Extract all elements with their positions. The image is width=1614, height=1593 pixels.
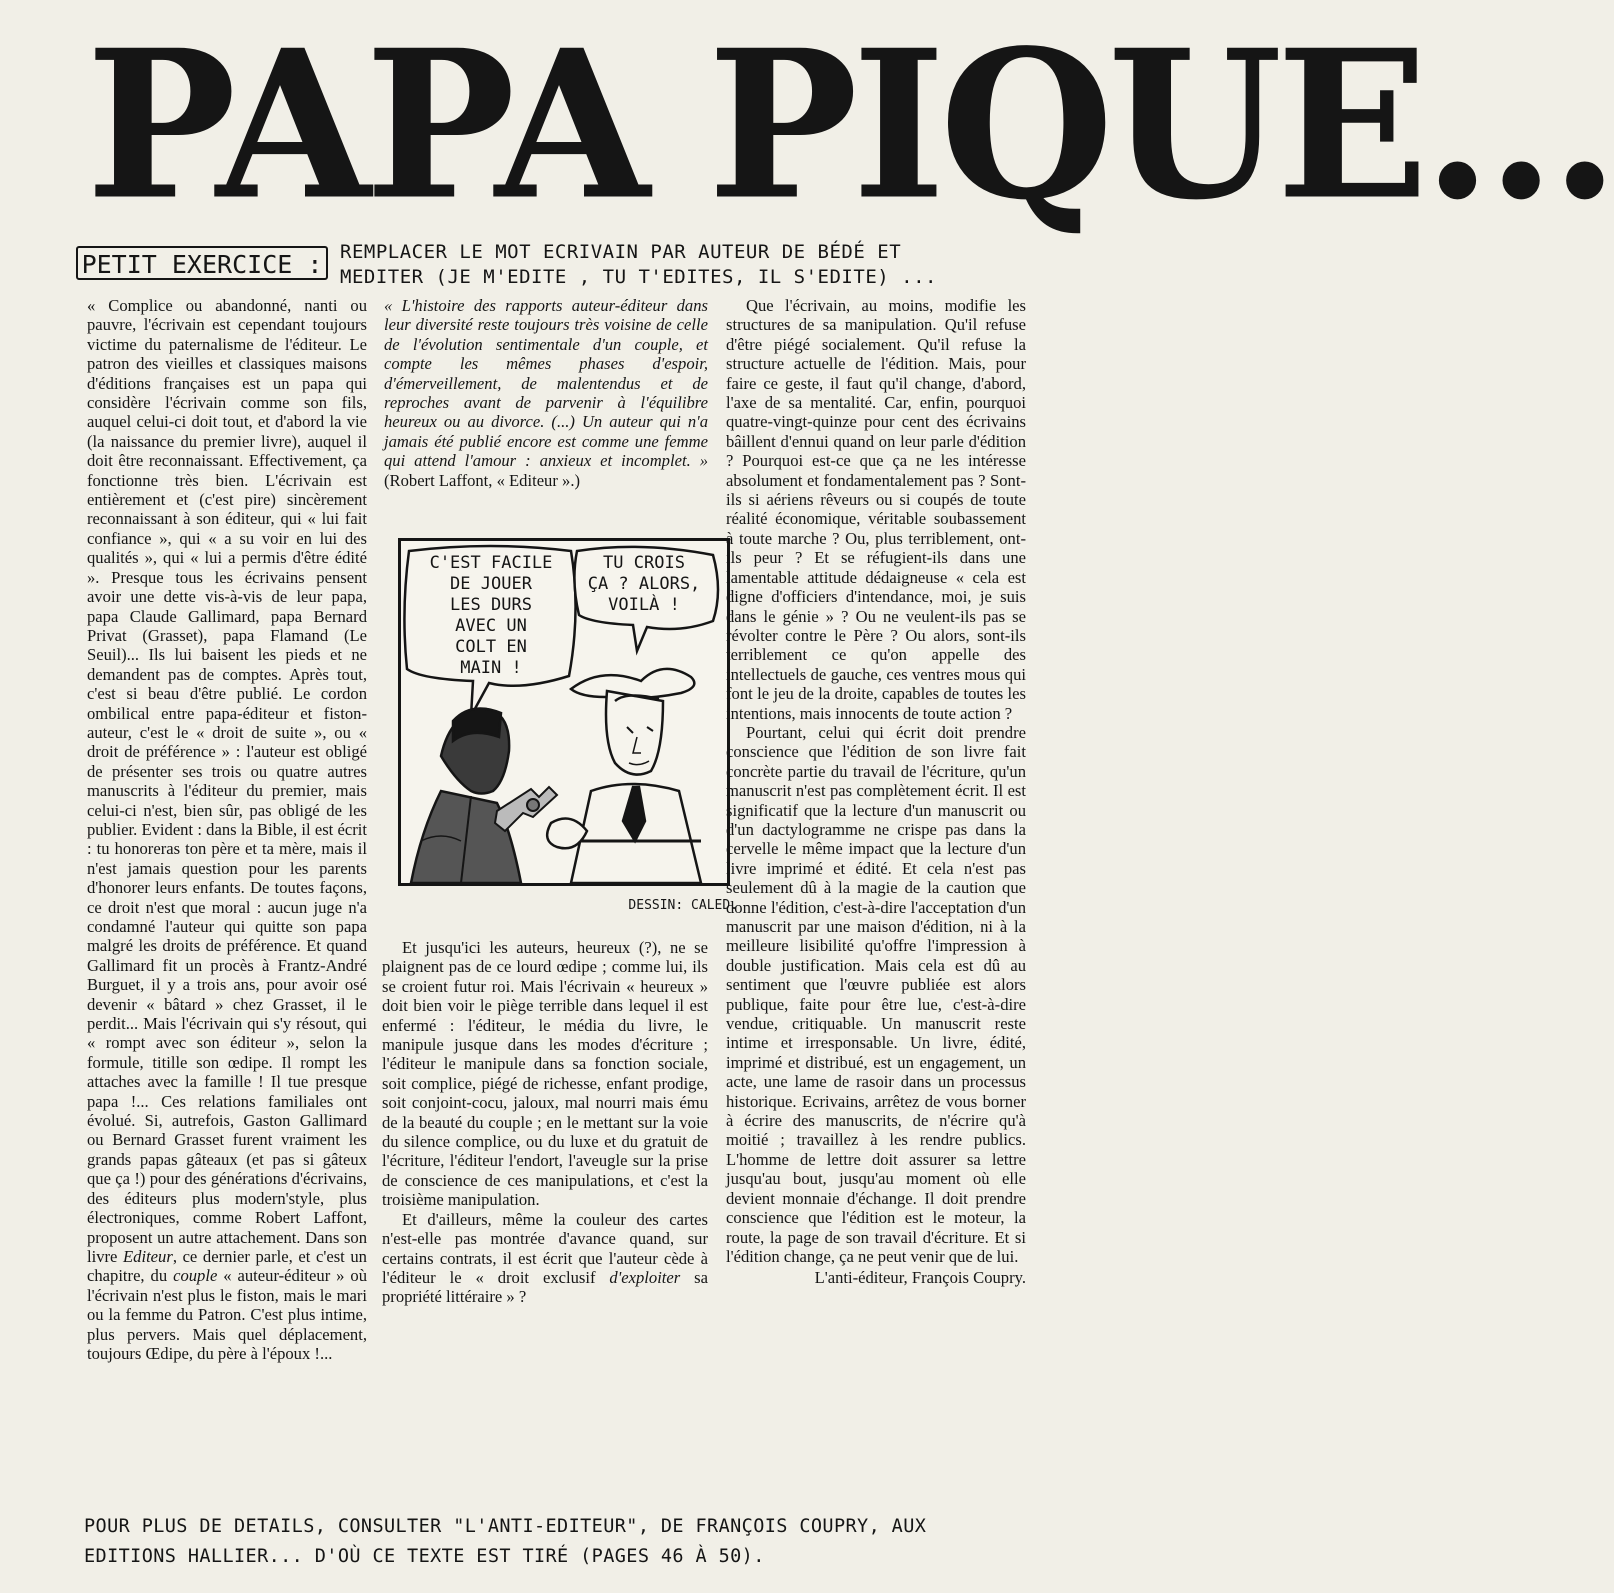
paragraph-text: « auteur-éditeur » où l'écrivain n'est plus le fiston, mais le mari ou la femme du Patron. C'est plus intime, plus pervers. Mais quel déplacement, toujours Œdipe, du père à l'époux !... <box>87 1266 368 1363</box>
article-column-3 <box>726 296 1026 1506</box>
paragraph-text: Et d'ailleurs, même la couleur des cartes n'est-elle pas montrée d'avance quand, sur certains contrats, il est écrit que l'auteur cède à l'éditeur le « droit exclusif <box>382 1209 708 1287</box>
right-character <box>547 669 701 883</box>
quote-source: (Robert Laffont, « Editeur ».) <box>384 470 580 490</box>
article-column-1 <box>87 296 367 1566</box>
paragraph <box>87 296 367 1363</box>
footer-line-2: EDITIONS HALLIER... D'OÙ CE TEXTE EST TIRÉ (PAGES 46 À 50). <box>84 1546 765 1567</box>
quote-text: « L'histoire des rapports auteur-éditeur dans leur diversité reste toujours très voisine de celle de l'évolution sentimentale d'un couple, et compte les mêmes phases d'espoir, d'émerveillement, de malentendus et de reproches avant de parvenir à l'équilibre heureux ou au divorce. (...) Un auteur qui n'a jamais été publié encore est comme une femme qui attend l'amour : anxieux et incomplet. » <box>384 296 708 471</box>
exercise-label: PETIT EXERCICE : <box>76 246 328 280</box>
left-character <box>411 709 521 884</box>
drawing-credit: DESSIN: CALED. <box>628 898 738 913</box>
speech-bubble-left-text: C'EST FACILE DE JOUER LES DURS AVEC UN COLT EN MAIN ! <box>429 553 553 678</box>
article-column-2-quote <box>384 296 708 526</box>
page-title: PAPA PIQUE... <box>86 5 1614 246</box>
article-column-2 <box>382 938 708 1488</box>
exercise-line-1: REMPLACER LE MOT ECRIVAIN PAR AUTEUR DE BÉDÉ ET <box>340 241 902 263</box>
signature: L'anti-éditeur, François Coupry. <box>814 1268 1026 1288</box>
revolver <box>495 787 557 831</box>
emphasis: couple <box>173 1266 218 1286</box>
exercise-instruction <box>340 240 1060 290</box>
paragraph: Pourtant, celui qui écrit doit prendre conscience que l'édition de son livre fait concrète partie du travail de l'écriture, qu'un manuscrit n'est pas complètement écrit. Il est significatif que la lecture d'un manuscrit ou d'un dactylogramme ne crispe pas dans la cervelle le même impact que la lecture d'un livre imprimé et édité. Et cela n'est pas seulement dû à la magie de la caution que donne l'édition, c'est-à-dire l'acceptation d'un manuscrit par une maison d'édition, ni à la meilleure lisibilité qu'offre l'impression à double justification. Mais cela est dû au sentiment que l'œuvre publiée est alors publique, faite pour être lue, c'est-à-dire vendue, critiquable. Un manuscrit reste intime et irresponsable. Un livre, édité, imprimé et distribué, est un engagement, un acte, une lame de rasoir dans un processus historique. Ecrivains, arrêtez de vous borner à écrire des manuscrits, de n'écrire qu'à moitié ; travaillez à les rendre publics. L'homme de lettre doit assurer sa lettre jusqu'au bout, jusqu'au moment où elle devient monnaie d'échange. Il doit prendre conscience que l'édition est le moteur, la route, la page de son travail d'écriture. Et si l'édition change, ça ne peut venir que de lui. <box>726 722 1026 1266</box>
book-title: Editeur <box>123 1246 173 1266</box>
footer-line-1: POUR PLUS DE DETAILS, CONSULTER "L'ANTI-EDITEUR", DE FRANÇOIS COUPRY, AUX <box>84 1516 927 1537</box>
paragraph <box>382 1210 708 1307</box>
comic-panel <box>398 538 730 886</box>
speech-bubble-right-text: TU CROIS ÇA ? ALORS, VOILÀ ! <box>587 553 701 615</box>
paragraph-text: sa propriété littéraire » ? <box>382 1267 708 1307</box>
paragraph: Et jusqu'ici les auteurs, heureux (?), ne se plaignent pas de ce lourd œdipe ; comme lui, ils se croient futur roi. Mais l'écrivain « heureux » doit bien voir le piège terrible dans lequel il est enfermé : l'éditeur, le média du livre, le manipule jusque dans les modes d'écriture ; l'éditeur le manipule dans sa fonction sociale, soit complice, piégé de richesse, enfant prodige, soit conjoint-cocu, jaloux, mal nourri mais ému de la beauté du couple ; en le mettant sur la voie du silence complice, ou du luxe et du gratuit de l'écriture, l'éditeur l'endort, l'aveugle sur la prise de conscience de ces manipulations, et c'est la troisième manipulation. <box>382 938 708 1210</box>
emphasis: d'exploiter <box>609 1267 681 1287</box>
paragraph-text: « Complice ou abandonné, nanti ou pauvre, l'écrivain est cependant toujours victime du paternalisme de l'éditeur. Le patron des vieilles et classiques maisons d'éditions françaises est un papa qui considère l'écrivain comme son fils, auquel celui-ci doit tout, et d'abord la vie (la naissance du premier livre), auquel il doit être reconnaissant. Effectivement, ça fonctionne très bien. L'écrivain est entièrement et (c'est pire) sincèrement reconnaissant à son éditeur, qui « lui fait confiance », qui « a su voir en lui des qualités », qui « lui a permis d'être édité ». Presque tous les écrivains pensent avoir une dette vis-à-vis de leur papa, papa Claude Gallimard, papa Bernard Privat (Grasset), papa Flamand (Le Seuil)... Ils lui baisent les pieds et ne demandent pas de comptes. Après tout, c'est si beau d'être publié. Le cordon ombilical entre papa-éditeur et fiston-auteur, c'est le « droit de suite », ou « droit de préférence » : l'auteur est obligé de présenter ses trois ou quatre autres manuscrits à l'éditeur du premier, mais celui-ci n'est, bien sûr, pas obligé de les publier. Evident : dans la Bible, il est écrit : tu honoreras ton père et ta mère, mais il n'est jamais question pour les parents d'honorer leurs enfants. De toutes façons, ce droit n'est que moral : aucun juge n'a condamné l'auteur qui quitte son papa malgré les droits de préférence. Et quand Gallimard fit un procès à Frantz-André Burguet, il y a trois ans, pour avoir osé devenir « bâtard » chez Grasset, il le perdit... Mais l'écrivain qui s'y résout, qui « rompt avec son éditeur », selon la formule, titille son œdipe. Il rompt les attaches avec la famille ! Il tue presque papa !... Ces relations familiales ont évolué. Si, autrefois, Gaston Gallimard ou Bernard Grasset furent vraiment les grands papas gâteaux (et pas si gâteux que ça !) pour des générations d'écrivains, des éditeurs plus modern'style, plus électroniques, comme Robert Laffont, proposent un autre attachement. Dans son livre <box>87 296 367 1266</box>
quote-paragraph <box>384 296 708 490</box>
footer-note <box>84 1512 1054 1582</box>
exercise-line-2: MEDITER (JE M'EDITE , TU T'EDITES, IL S'EDITE) ... <box>340 266 937 288</box>
paragraph-text: , ce dernier parle, et c'est un chapitre, du <box>87 1246 367 1286</box>
paragraph: Que l'écrivain, au moins, modifie les structures de sa manipulation. Qu'il refuse d'être piégé socialement. Qu'il refuse la structure actuelle de l'édition. Mais, pour faire ce geste, il faut qu'il change, d'abord, l'axe de sa mentalité. Car, enfin, pourquoi quatre-vingt-quinze pour cent des écrivains bâillent d'ennui quand on leur parle d'édition ? Pourquoi est-ce que ça ne les intéresse absolument et fondamentalement pas ? Sont-ils si aériens rêveurs ou si coupés de toute réalité économique, véritable soubassement à toute marche ? Ou, plus terriblement, ont-ils peur ? Et se réfugient-ils dans une lamentable attitude dédaigneuse « cela est digne d'officiers d'intendance, moi, je suis dans le génie » ? Ou ne veulent-ils pas se révolter contre le Père ? Ou alors, sont-ils terriblement ce qu'on appelle des intellectuels de gauche, ces ventres mous qui font le jeu de la droite, capables de toutes les intentions, mais innocents de toute action ? <box>726 296 1026 723</box>
